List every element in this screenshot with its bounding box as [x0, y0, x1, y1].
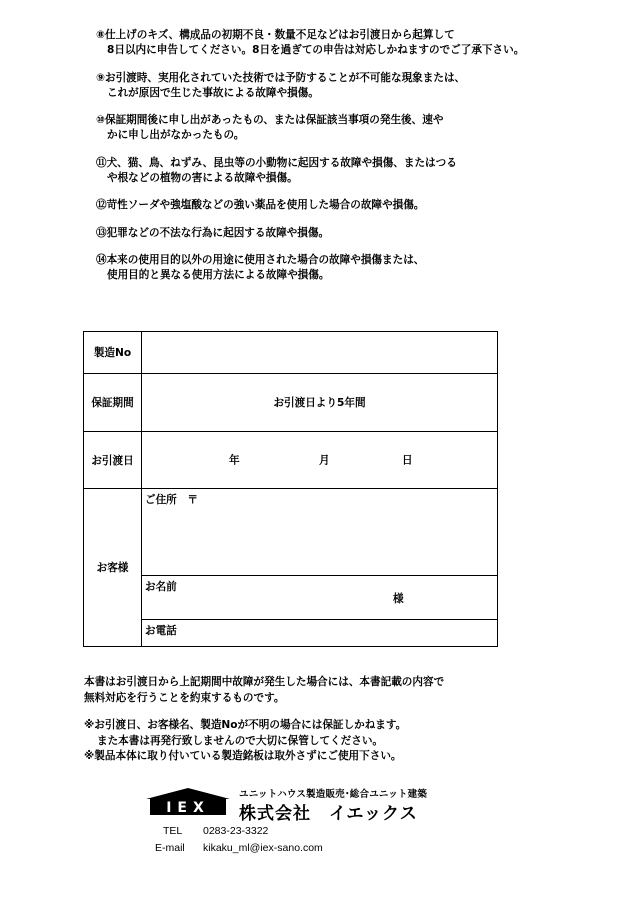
delivery-row — [84, 431, 498, 489]
delivery-date-field[interactable] — [142, 431, 498, 489]
period-value: お引渡日より5年間 — [142, 374, 498, 432]
clause-12 — [96, 198, 616, 213]
clause-line: ⑨お引渡時、実用化されていた技術では予防することが不可能な現象または、 — [96, 71, 466, 84]
period-row — [84, 374, 498, 432]
phone-label: お電話 — [145, 624, 177, 637]
name-row — [84, 576, 498, 619]
clause-11 — [96, 156, 616, 186]
clause-line: ⑬犯罪などの不法な行為に起因する故障や損傷。 — [96, 226, 330, 239]
clause-line: ⑭本来の使用目的以外の用途に使用された場合の故障や損傷または、 — [96, 254, 425, 266]
clause-line: ⑫苛性ソーダや強塩酸などの強い薬品を使用した場合の故障や損傷。 — [96, 199, 425, 211]
logo-text: IEX — [166, 800, 210, 815]
clause-10 — [96, 113, 616, 143]
serial-value-field[interactable] — [142, 332, 498, 374]
address-label: ご住所 〒 — [145, 494, 198, 507]
clause-line: や根などの植物の害による故障や損傷。 — [107, 171, 298, 184]
note-line: また本書は再発行致しませんので大切に保管してください。 — [97, 734, 384, 747]
clause-line: ⑩保証期間後に申し出があったもの、または保証該当事項の発生後、速や — [96, 114, 444, 126]
note-line: ※製品本体に取り付いている製造銘板は取外さずにご使用下さい。 — [84, 750, 402, 762]
clause-line: かに申し出がなかったもの。 — [107, 129, 245, 141]
promise-line: 無料対応を行うことを約束するものです。 — [84, 691, 285, 704]
company-tagline: ユニットハウス製造販売･総合ユニット建築 — [239, 789, 428, 800]
clause-line: ⑧仕上げのキズ、構成品の初期不良・数量不足などはお引渡日から起算して — [96, 29, 455, 41]
warranty-notes — [84, 675, 444, 765]
email-address[interactable]: kikaku_ml@iex-sano.com — [203, 842, 323, 854]
clause-8 — [96, 28, 616, 58]
phone-field[interactable] — [142, 619, 498, 646]
tel-label: TEL — [163, 825, 183, 837]
address-row — [84, 489, 498, 576]
clause-line: これが原因で生じた事故による故障や損傷。 — [107, 86, 319, 99]
clause-line: 8日以内に申告してください。8日を過ぎての申告は対応しかねますのでご了承下さい。 — [107, 44, 525, 56]
month-label: 月 — [319, 454, 330, 467]
note-line: ※お引渡日、お客様名、製造Noが不明の場合には保証しかねます。 — [84, 719, 407, 731]
delivery-label: お引渡日 — [84, 431, 142, 489]
clause-9 — [96, 71, 616, 101]
serial-row — [84, 332, 498, 374]
warranty-table — [83, 331, 498, 647]
day-label: 日 — [402, 454, 413, 467]
exclusion-clauses — [96, 28, 616, 296]
clause-line: 使用目的と異なる使用方法による故障や損傷。 — [107, 269, 330, 281]
email-label: E-mail — [155, 842, 185, 854]
clause-14 — [96, 253, 616, 283]
name-label: お名前 — [145, 581, 177, 594]
clause-13 — [96, 226, 616, 241]
clause-line: ⑪犬、猫、鳥、ねずみ、昆虫等の小動物に起因する故障や損傷、またはつる — [96, 156, 457, 169]
name-field[interactable] — [142, 576, 498, 619]
serial-label: 製造No — [84, 332, 142, 374]
company-name: 株式会社 イエックス — [239, 804, 418, 824]
address-field[interactable] — [142, 489, 498, 576]
honorific-label: 様 — [393, 593, 404, 606]
customer-label: お客様 — [84, 489, 142, 647]
promise-line: 本書はお引渡日から上記期間中故障が発生した場合には、本書記載の内容で — [84, 676, 445, 688]
phone-row — [84, 619, 498, 646]
iex-logo-icon — [146, 787, 230, 815]
year-label: 年 — [229, 454, 240, 467]
tel-number: 0283-23-3322 — [203, 825, 269, 837]
period-label: 保証期間 — [84, 374, 142, 432]
